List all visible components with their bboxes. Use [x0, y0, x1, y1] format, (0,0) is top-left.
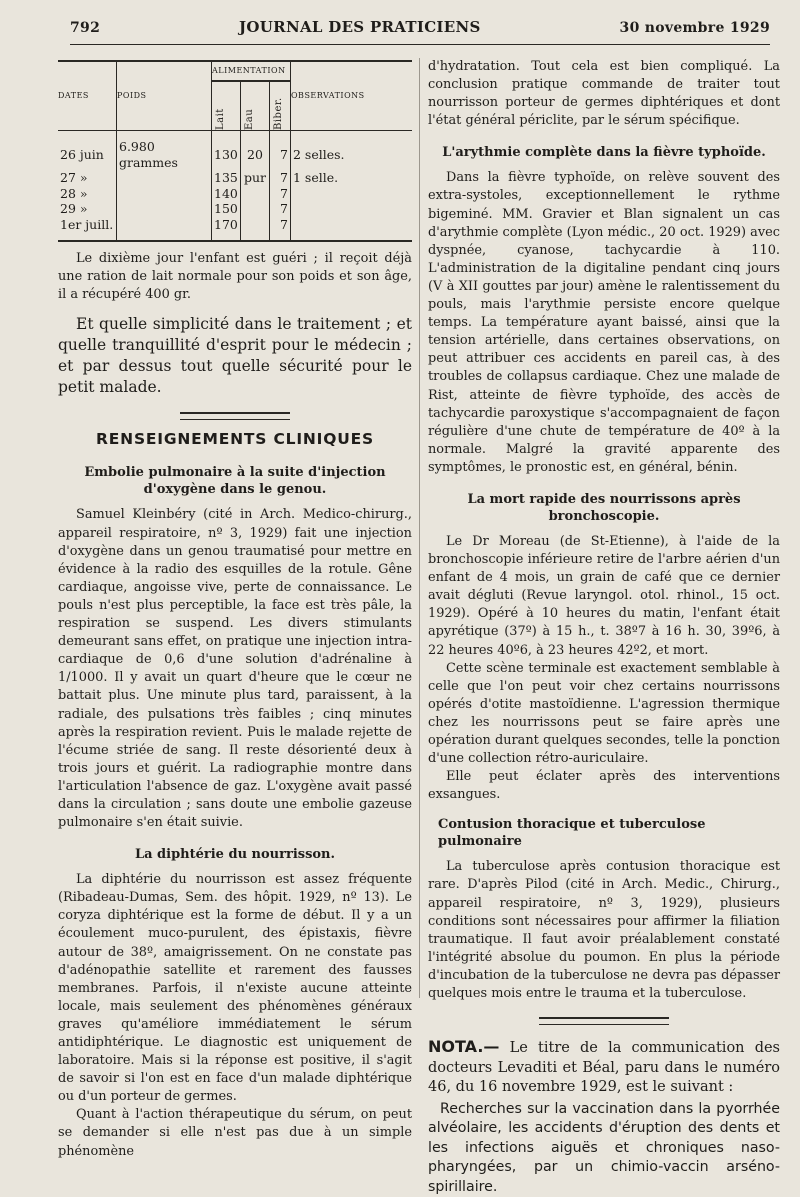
issue-date: 30 novembre 1929 [619, 20, 770, 36]
col-header-eau: Eau [244, 108, 255, 131]
table-row [58, 186, 412, 202]
paragraph-simplicite: Et quelle simplicité dans le traitement ; et quelle tranquillité d'esprit pour le médecin ; et par dessus tout quelle sécurité pour le petit malade. [58, 315, 412, 397]
right-column [428, 58, 780, 1197]
page-number: 792 [70, 20, 101, 36]
table-row [58, 201, 412, 217]
cell-lait: 140 [212, 186, 241, 202]
cell-lait: 150 [212, 201, 241, 217]
article-body-mort-rapide-2: Cette scène terminale est exactement semblable à celle que l'on peut voir chez certains nourrissons opérés d'otite mastoïdienne. L'agression thermique chez les nourrissons peut se faire après une opération durant quelques secondes, telle la ponction d'une collection rétro-auriculaire. [428, 660, 780, 767]
paragraph-continuation: d'hydratation. Tout cela est bien compliqué. La conclusion pratique commande de traiter tout nourrisson porteur de germes diphtériques et dont l'état général périclite, par le sérum spécifique. [428, 59, 780, 129]
section-ornament [180, 412, 290, 420]
page-header [70, 18, 770, 45]
table-row [58, 131, 412, 171]
cell-poids [117, 201, 212, 217]
cell-eau [241, 217, 270, 242]
cell-biber: 7 [270, 217, 291, 242]
cell-observation [291, 217, 413, 242]
table-row [58, 170, 412, 186]
cell-lait: 170 [212, 217, 241, 242]
cell-observation [291, 186, 413, 202]
article-body-contusion: La tuberculose après contusion thoracique est rare. D'après Pilod (cité in Arch. Medic., Chirurg., appareil respiratoire, nº 3, 1929), plusieurs conditions sont nécessaires pour affirmer la filiation traumatique. Il faut avoir préalablement constaté l'intégrité absolue du poumon. En plus la période d'incubation de la tuberculose ne devra pas dépasser quelques mois entre le trauma et la tuberculose. [428, 859, 780, 1002]
cell-biber: 7 [270, 201, 291, 217]
cell-eau [241, 186, 270, 202]
col-header-biber: Biber. [273, 97, 284, 131]
cell-date: 28 » [60, 185, 88, 201]
feeding-table [58, 60, 412, 242]
nota-communication-title: Recherches sur la vaccination dans la pyorrhée alvéolaire, les accidents d'éruption des dents et les infections aiguës et chroniques naso-pharyngées, par un chimio-vaccin arséno-spirillaire. [428, 1100, 780, 1195]
cell-lait: 130 [212, 131, 241, 171]
cell-poids: 6.980 grammes [117, 131, 212, 171]
article-title-embolie: Embolie pulmonaire à la suite d'injection d'oxygène dans le genou. [84, 465, 386, 498]
cell-observation [291, 201, 413, 217]
col-header-dates: DATES [58, 61, 117, 131]
nota-block [428, 1037, 780, 1098]
section-title: RENSEIGNEMENTS CLINIQUES [96, 430, 374, 449]
cell-date: 27 » [60, 170, 88, 186]
article-body-mort-rapide: Le Dr Moreau (de St-Etienne), à l'aide de la bronchoscopie inférieure retire de l'arbre aérien d'un enfant de 4 mois, un grain de café que ce dernier avait dégluti (Revue laryngol. otol. rhinol., 15 oct. 1929). Opéré à 10 heures du matin, l'enfant était apyrétique (37º) à 15 h., t. 38º7 à 16 h. 30, 39º6, à 22 heures 40º6, à 23 heures 42º2, et mort. [428, 533, 780, 658]
cell-poids [117, 217, 212, 242]
article-body-diphterie: La diphtérie du nourrisson est assez fréquente (Ribadeau-Dumas, Sem. des hôpit. 1929, nº 13). Le coryza diphtérique est la forme de début. Il y a un écoulement muco-purulent, des épistaxis, fièvre autour de 38º, amaigrissement. On ne constate pas d'adénopathie satellite et rarement des fausses membranes. Parfois, il n'existe aucune atteinte locale, mais seulement des phénomènes généraux graves qu'améliore immédiatement le sérum antidiphtérique. Le diagnostic est uniquement de laboratoire. Mais si la réponse est positive, il s'agit de savoir si l'on est en face d'un malade diphtérique ou d'un porteur de germes. [58, 872, 412, 1105]
col-header-lait: Lait [215, 108, 226, 131]
cell-eau [241, 201, 270, 217]
cell-observation: 2 selles. [291, 131, 413, 171]
paragraph-dixieme-jour: Le dixième jour l'enfant est guéri ; il reçoit déjà une ration de lait normale pour son poids et son âge, il a récupéré 400 gr. [58, 251, 412, 303]
article-title-contusion: Contusion thoracique et tuberculose pulmonaire [438, 817, 706, 850]
article-title-diphterie: La diphtérie du nourrisson. [134, 847, 336, 863]
cell-biber: 7 [270, 131, 291, 171]
article-body-mort-rapide-3: Elle peut éclater après des interventions exsangues. [428, 769, 780, 803]
article-body-diphterie-2: Quant à l'action thérapeutique du sérum, on peut se demander si elle n'est pas due à un simple phénomène [58, 1107, 412, 1159]
col-header-poids: POIDS [117, 61, 212, 131]
nota-text: Le titre de la communication des docteurs Levaditi et Béal, paru dans le numéro 46, du 16 novembre 1929, est le suivant : [428, 1040, 781, 1096]
article-title-arythmie: L'arythmie complète dans la fièvre typhoïde. [442, 145, 766, 161]
col-header-observations: OBSERVATIONS [291, 61, 413, 131]
cell-eau: 20 [241, 131, 270, 171]
cell-observation: 1 selle. [291, 170, 413, 186]
article-body-embolie: Samuel Kleinbéry (cité in Arch. Medico-chirurg., appareil respiratoire, nº 3, 1929) fait une injection d'oxygène dans un genou traumatisé pour mettre en évidence à la radio des esquilles de la rotule. Gêne cardiaque, angoisse vive, perte de connaissance. Le pouls n'est plus perceptible, la face est très pâle, la respiration se suspend. Les divers stimulants demeurant sans effet, on pratique une injection intra-cardiaque de 0,6 d'une solution d'adrénaline à 1/1000. Il y avait un quart d'heure que le cœur ne battait plus. Une minute plus tard, paraissent, à la radiale, des pulsations très faibles ; cinq minutes après la respiration revient. Puis le malade rejette de l'écume striée de sang. Il reste désorienté deux à trois jours et guérit. La radiographie montre dans l'articulation l'absence de gaz. L'oxygène avait passé dans la circulation ; sans doute une embolie gazeuse pulmonaire s'en était suivie. [58, 507, 412, 831]
cell-date: 26 juin [60, 146, 104, 162]
cell-biber: 7 [270, 170, 291, 186]
article-title-mort-rapide: La mort rapide des nourrissons après bronchoscopie. [467, 491, 741, 524]
closing-rule [539, 1017, 669, 1025]
cell-date: 1er juill. [58, 217, 117, 242]
cell-biber: 7 [270, 186, 291, 202]
article-body-arythmie: Dans la fièvre typhoïde, on relève souvent des extra-systoles, exceptionnellement le rythme bigeminé. MM. Gravier et Blan signalent un cas d'arythmie complète (Lyon médic., 20 oct. 1929) avec dyspnée, cyanose, tachycardie à 110. L'administration de la digitaline pendant cinq jours (V à XII gouttes par jour) amène le ralentissement du pouls, mais l'arythmie persiste encore quelque temps. La température ayant baissé, ainsi que la tension artérielle, dans certaines observations, on peut attribuer ces accidents en pareil cas, à des troubles de collapsus cardiaque. Chez une malade de Rist, atteinte de fièvre typhoïde, des accès de tachycardie paroxystique s'accompagnaient de façon régulière d'une chute de température de 40º à la normale. Malgré la gravité apparente des symptômes, le pronostic est, en général, bénin. [428, 170, 780, 475]
cell-poids [117, 170, 212, 186]
cell-lait: 135 [212, 170, 241, 186]
journal-title: JOURNAL DES PRATICIENS [239, 18, 481, 36]
nota-label: NOTA.— [428, 1037, 500, 1057]
table-row [58, 217, 412, 242]
cell-eau: pur [241, 170, 270, 186]
column-divider [419, 58, 420, 998]
cell-date: 29 » [60, 201, 88, 217]
col-header-alimentation: ALIMENTATION [212, 61, 291, 81]
left-column [58, 58, 412, 1161]
cell-poids [117, 186, 212, 202]
